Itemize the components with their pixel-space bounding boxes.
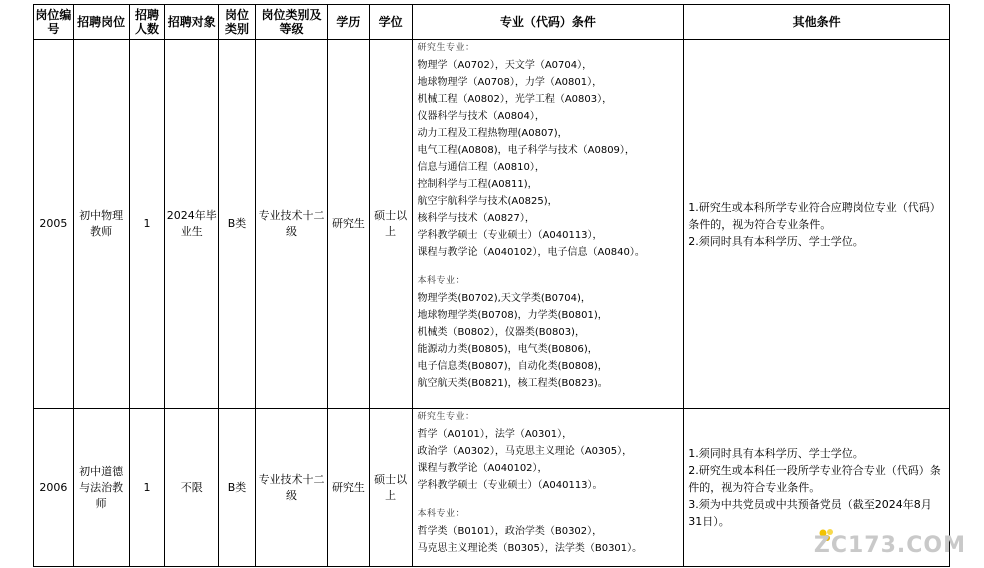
major-line: 控制科学与工程(A0811)， <box>417 179 538 190</box>
header-major: 专业（代码）条件 <box>412 5 684 40</box>
header-grade: 岗位类别及等级 <box>255 5 327 40</box>
major-line: 学科教学硕士（专业硕士）（A040113）。 <box>417 480 603 491</box>
major-conditions <box>412 409 684 567</box>
post-target: 2024年毕业生 <box>165 40 219 409</box>
major-line: 航空航天类(B0821)，核工程类(B0823)。 <box>417 378 608 389</box>
other-line: 2.研究生或本科任一段所学专业符合专业（代码）条件的，视为符合专业条件。 <box>688 464 941 494</box>
post-degree: 硕士以上 <box>369 409 412 567</box>
major-line: 信息与通信工程（A0810）， <box>417 162 545 173</box>
other-conditions <box>684 40 950 409</box>
post-grade: 专业技术十二级 <box>255 40 327 409</box>
major-line: 机械工程（A0802），光学工程（A0803）， <box>417 94 613 105</box>
header-post-name: 招聘岗位 <box>73 5 129 40</box>
major-line: 课程与教学论（A040102），电子信息（A0840）。 <box>417 247 645 258</box>
major-line: 地球物理学类(B0708)，力学类(B0801)， <box>417 310 608 321</box>
major-line: 地球物理学（A0708），力学（A0801）， <box>417 77 603 88</box>
post-target: 不限 <box>165 409 219 567</box>
major-line: 电子信息类(B0807)，自动化类(B0808)， <box>417 361 608 372</box>
post-grade: 专业技术十二级 <box>255 409 327 567</box>
post-education: 研究生 <box>328 409 370 567</box>
major-line: 物理学（A0702），天文学（A0704）， <box>417 60 593 71</box>
major-line: 哲学类（B0101），政治学类（B0302）， <box>417 526 603 537</box>
post-name: 初中物理教师 <box>73 40 129 409</box>
major-line: 核科学与技术（A0827）， <box>417 213 535 224</box>
major-line: 电气工程(A0808)，电子科学与技术（A0809）， <box>417 145 635 156</box>
major-line: 动力工程及工程热物理(A0807)， <box>417 128 568 139</box>
header-post-code: 岗位编号 <box>34 5 74 40</box>
major-line: 物理学类(B0702),天文学类(B0704)， <box>417 293 591 304</box>
header-degree: 学位 <box>369 5 412 40</box>
header-other: 其他条件 <box>684 5 950 40</box>
post-count: 1 <box>129 409 165 567</box>
post-count: 1 <box>129 40 165 409</box>
grad-major-heading: 研究生专业： <box>417 43 475 53</box>
ug-major-heading: 本科专业： <box>417 276 466 286</box>
major-line: 仪器科学与技术（A0804）， <box>417 111 545 122</box>
post-code: 2005 <box>34 40 74 409</box>
other-line: 3.须为中共党员或中共预备党员（截至2024年8月31日）。 <box>688 498 932 528</box>
post-degree: 硕士以上 <box>369 40 412 409</box>
table-row <box>34 40 950 409</box>
ug-major-heading: 本科专业： <box>417 509 466 519</box>
header-education: 学历 <box>328 5 370 40</box>
post-education: 研究生 <box>328 40 370 409</box>
major-line: 学科教学硕士（专业硕士）（A040113）， <box>417 230 603 241</box>
post-name: 初中道德与法治教师 <box>73 409 129 567</box>
major-line: 航空宇航科学与技术(A0825)， <box>417 196 558 207</box>
post-code: 2006 <box>34 409 74 567</box>
table-row <box>34 409 950 567</box>
header-count: 招聘人数 <box>129 5 165 40</box>
major-line: 能源动力类(B0805)，电气类(B0806)， <box>417 344 598 355</box>
major-line: 马克思主义理论类（B0305），法学类（B0301）。 <box>417 543 643 554</box>
major-line: 课程与教学论（A040102）， <box>417 463 548 474</box>
other-line: 2.须同时具有本科学历、学士学位。 <box>688 234 864 248</box>
major-line: 哲学（A0101），法学（A0301）， <box>417 429 573 440</box>
header-category: 岗位类别 <box>219 5 256 40</box>
major-line: 机械类（B0802），仪器类(B0803)， <box>417 327 585 338</box>
header-target: 招聘对象 <box>165 5 219 40</box>
grad-major-heading: 研究生专业： <box>417 412 475 422</box>
other-line: 1.研究生或本科所学专业符合应聘岗位专业（代码）条件的，视为符合专业条件。 <box>688 200 941 231</box>
post-category: B类 <box>219 409 256 567</box>
other-line: 1.须同时具有本科学历、学士学位。 <box>688 447 864 460</box>
recruitment-table <box>33 4 950 567</box>
watermark-text: ZC173.COM <box>813 533 966 558</box>
header-row <box>34 5 950 40</box>
post-category: B类 <box>219 40 256 409</box>
major-conditions <box>412 40 684 409</box>
major-line: 政治学（A0302），马克思主义理论（A0305）， <box>417 446 633 457</box>
